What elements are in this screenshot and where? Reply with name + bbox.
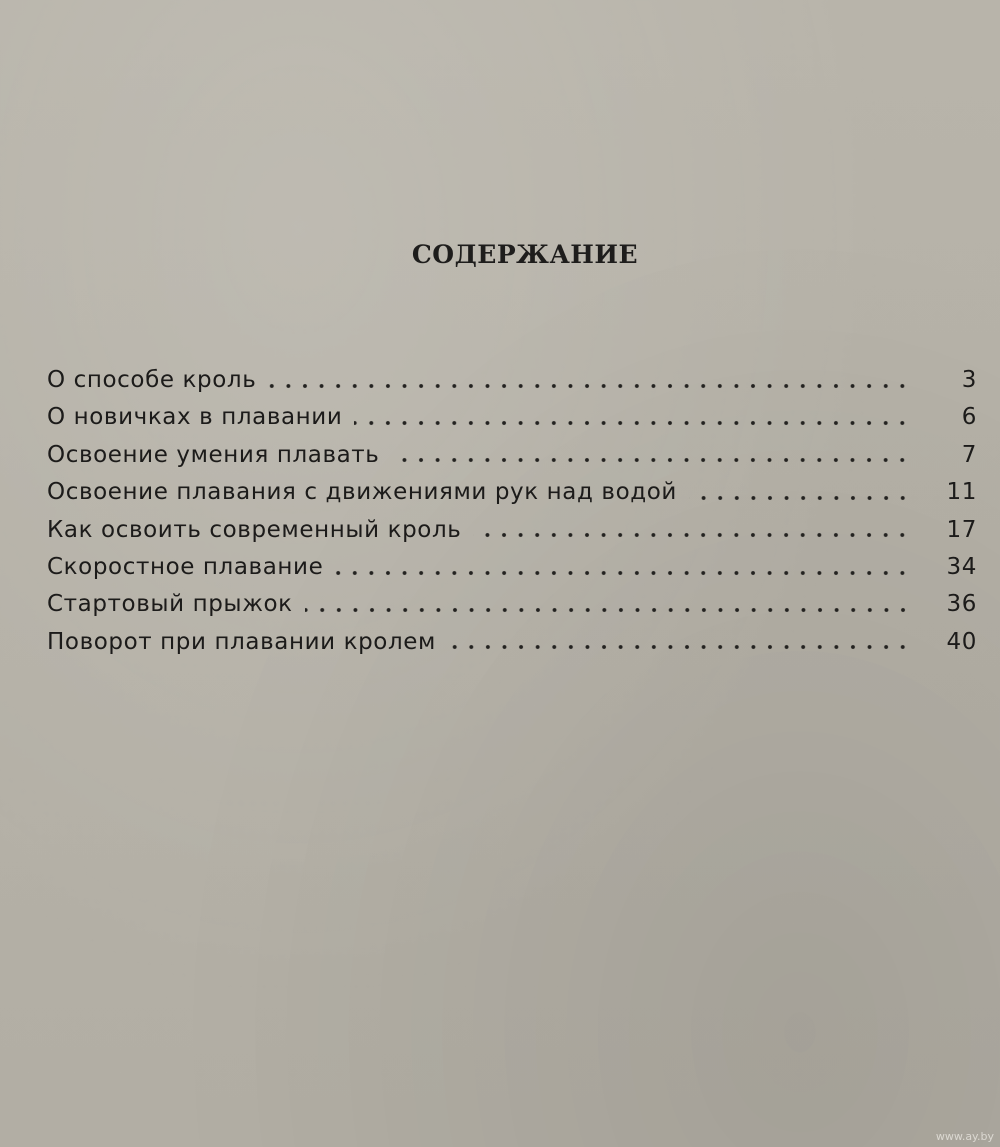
toc-entry-title: Освоение плавания с движениями рук над водой [47, 479, 677, 506]
toc-entry-page: 34 [946, 553, 977, 580]
toc-entry-page: 40 [946, 628, 977, 655]
toc-entry [47, 437, 977, 474]
dot-leader [448, 642, 911, 652]
toc-entry [47, 586, 977, 623]
toc-entry-page: 17 [946, 516, 977, 543]
dot-leader [689, 493, 911, 503]
toc-entry-page: 3 [961, 367, 977, 393]
toc-entry-title: О способе кроль [47, 367, 257, 393]
toc-entry [47, 512, 977, 549]
dot-leader [335, 568, 911, 578]
toc-entry [47, 399, 977, 436]
toc-entry [47, 362, 977, 399]
toc-entry [47, 549, 977, 586]
toc-entry [47, 624, 977, 661]
toc-entry [47, 474, 977, 511]
toc-entry-title: Поворот при плавании кролем [47, 628, 436, 655]
dot-leader [305, 605, 911, 615]
toc-entry-page: 6 [961, 404, 977, 431]
toc-entry-title: Освоение умения плавать [47, 441, 380, 468]
dot-leader [354, 418, 911, 428]
toc-entry-title: Как освоить современный кроль [47, 516, 462, 543]
page-heading: СОДЕРЖАНИЕ [411, 240, 639, 269]
toc-entry-title: О новичках в плавании [47, 404, 343, 431]
watermark: www.ay.by [935, 1130, 994, 1143]
toc-entry-title: Скоростное плавание [47, 553, 324, 580]
dot-leader [268, 381, 911, 391]
toc-entry-page: 7 [961, 441, 977, 468]
dot-leader [473, 530, 911, 540]
toc-entry-page: 36 [946, 591, 977, 618]
table-of-contents [47, 362, 977, 661]
dot-leader [391, 455, 911, 465]
toc-entry-title: Стартовый прыжок [47, 591, 293, 618]
toc-entry-page: 11 [946, 479, 977, 506]
